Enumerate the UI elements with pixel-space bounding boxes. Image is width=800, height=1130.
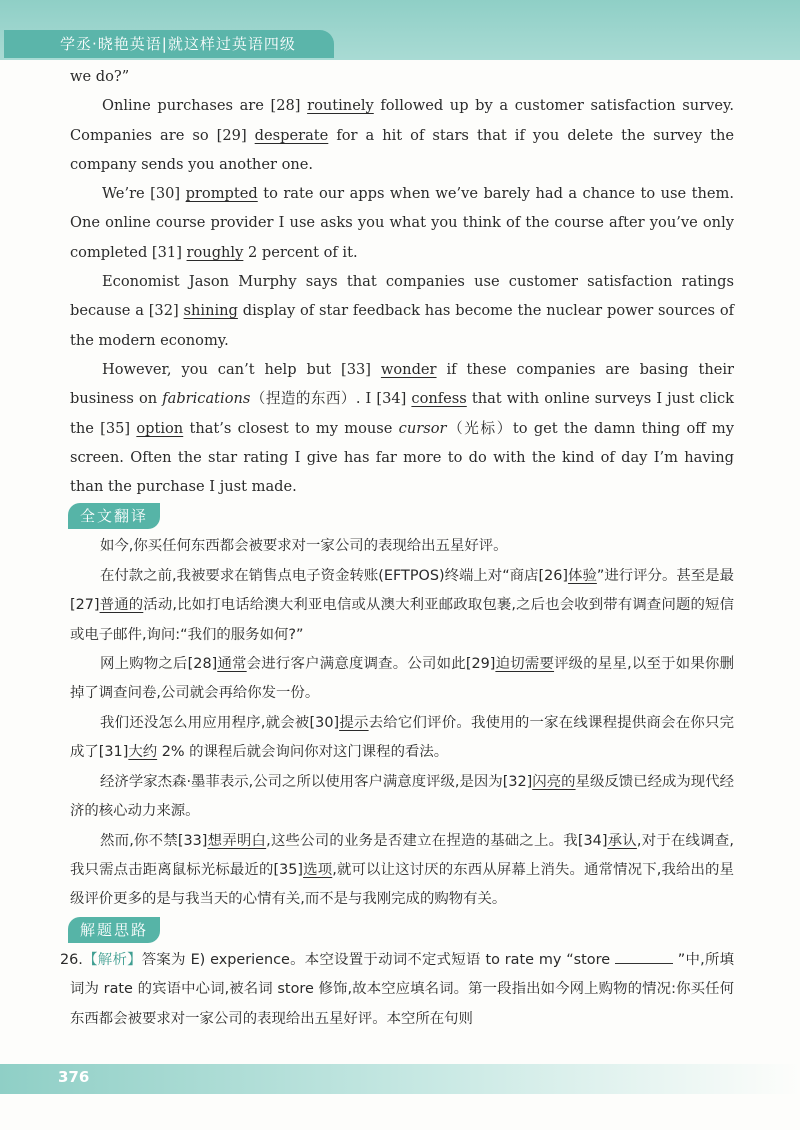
answer-word: 提示 (339, 714, 369, 731)
text: 在付款之前,我被要求在销售点电子资金转账(EFTPOS)终端上对“商店[26] (100, 567, 569, 584)
italic-term: fabrications (162, 390, 251, 408)
text: Economist Jason Murphy says that companies use customer satisfaction ratings because a [32] (70, 273, 734, 320)
text: 网上购物之后[28] (100, 656, 218, 673)
english-paragraph (70, 179, 734, 267)
italic-term: cursor (398, 419, 447, 437)
english-paragraph (70, 355, 734, 501)
chinese-paragraph (70, 650, 734, 709)
answer-word: 选项 (303, 861, 333, 878)
answer-word: 普通的 (99, 597, 144, 614)
english-paragraph (70, 91, 734, 179)
answer-word: 闪亮的 (532, 773, 576, 790)
answer-word: 承认 (607, 832, 637, 849)
text: if these companies are basing their business on (70, 360, 734, 408)
answer-word: desperate (254, 126, 329, 144)
answer-word: shining (183, 302, 238, 320)
text: 去给它们评价。我使用的一家在线课程提供商会在你只完成了[31] (70, 714, 734, 761)
text: that’s closest to my mouse (183, 419, 399, 437)
answer-word: 体验 (568, 567, 597, 584)
analysis-paragraph (60, 946, 734, 1034)
text: ,这些公司的业务是否建立在捏造的基础之上。我[34] (266, 832, 608, 849)
text: 星级反馈已经成为现代经济的核心动力来源。 (70, 773, 734, 820)
chinese-paragraph (70, 562, 734, 650)
analysis-tag: 【解析】 (82, 951, 142, 968)
answer-word: roughly (186, 243, 244, 261)
page-content (60, 62, 735, 1034)
text: However, you can’t help but [33] (102, 360, 381, 378)
page-number: 376 (58, 1068, 90, 1086)
text: 经济学家杰森·墨菲表示,公司之所以使用客户满意度评级,是因为[32] (100, 773, 533, 790)
answer-word: option (136, 419, 184, 437)
text: 2% 的课程后就会询问你对这门课程的看法。 (157, 744, 449, 761)
chinese-paragraph (70, 709, 734, 768)
text: 评级的星星,以至于如果你删掉了调查问卷,公司就会再给你发一份。 (70, 656, 734, 702)
text: display of star feedback has become the nuclear power sources of the modern economy. (70, 302, 735, 349)
answer-word: 大约 (128, 744, 158, 761)
text: for a hit of stars that if you delete the survey the company sends you another one. (70, 126, 734, 173)
question-number: 26. (60, 951, 83, 968)
text: we do?” (70, 68, 130, 85)
text: Online purchases are [28] (102, 97, 308, 115)
text: 会进行客户满意度调查。公司如此[29] (246, 656, 496, 673)
chinese-paragraph (70, 827, 734, 915)
text: 我们还没怎么用应用程序,就会被[30] (100, 714, 340, 731)
text: （光标）to get the damn thing off my screen. Often the star rating I give has far more to do with the kind of day I’m having than the purchase I just made. (70, 419, 734, 496)
answer-word: 通常 (217, 656, 247, 673)
answer-word: routinely (307, 97, 374, 115)
chinese-paragraph: 如今,你买任何东西都会被要求对一家公司的表现给出五星好评。 (100, 538, 508, 555)
text: 2 percent of it. (243, 243, 358, 261)
text: ”进行评分。甚至是最[27] (70, 567, 734, 614)
text: ”中,所填词为 rate 的宾语中心词,被名词 store 修饰,故本空应填名词。第一段指出如今网上购物的情况:你买任何东西都会被要求对一家公司的表现给出五星好评。本空所在句则 (70, 951, 734, 1027)
text: 然而,你不禁[33] (100, 832, 208, 849)
book-title: 学丞·晓艳英语|就这样过英语四级 (60, 35, 296, 53)
chinese-paragraph (70, 768, 734, 827)
answer-word: 想弄明白 (207, 832, 267, 849)
section-label-translation: 全文翻译 (68, 503, 160, 529)
answer-word: confess (411, 390, 467, 408)
text: that with online surveys I just click the [35] (70, 390, 735, 437)
answer-word: prompted (185, 185, 258, 203)
text: ,就可以让这讨厌的东西从屏幕上消失。通常情况下,我给出的星级评价更多的是与我当天的心情有关,而不是与我刚完成的购物有关。 (70, 861, 734, 908)
english-paragraph (70, 62, 734, 91)
text: 活动,比如打电话给澳大利亚电信或从澳大利亚邮政取包裹,之后也会收到带有调查问题的短信或电子邮件,询问:“我们的服务如何?” (70, 597, 734, 643)
text: to rate our apps when we’ve barely had a chance to use them. One online course provider I use asks you what you think of the course after you’ve only completed [31] (70, 185, 734, 261)
text: 答案为 E) experience。本空设置于动词不定式短语 to rate my “store (141, 951, 615, 968)
section-label-analysis: 解题思路 (68, 917, 160, 943)
text: ,对于在线调查,我只需点击距离鼠标光标最近的[35] (70, 832, 734, 878)
english-paragraph (70, 267, 734, 355)
text: followed up by a customer satisfaction survey. Companies are so [29] (70, 97, 734, 144)
answer-word: 迫切需要 (495, 656, 555, 673)
footer-band (0, 1064, 800, 1094)
fill-blank (615, 951, 673, 964)
answer-word: wonder (380, 360, 437, 378)
text: We’re [30] (102, 185, 186, 203)
text: （捏造的东西）. I [34] (250, 390, 412, 408)
